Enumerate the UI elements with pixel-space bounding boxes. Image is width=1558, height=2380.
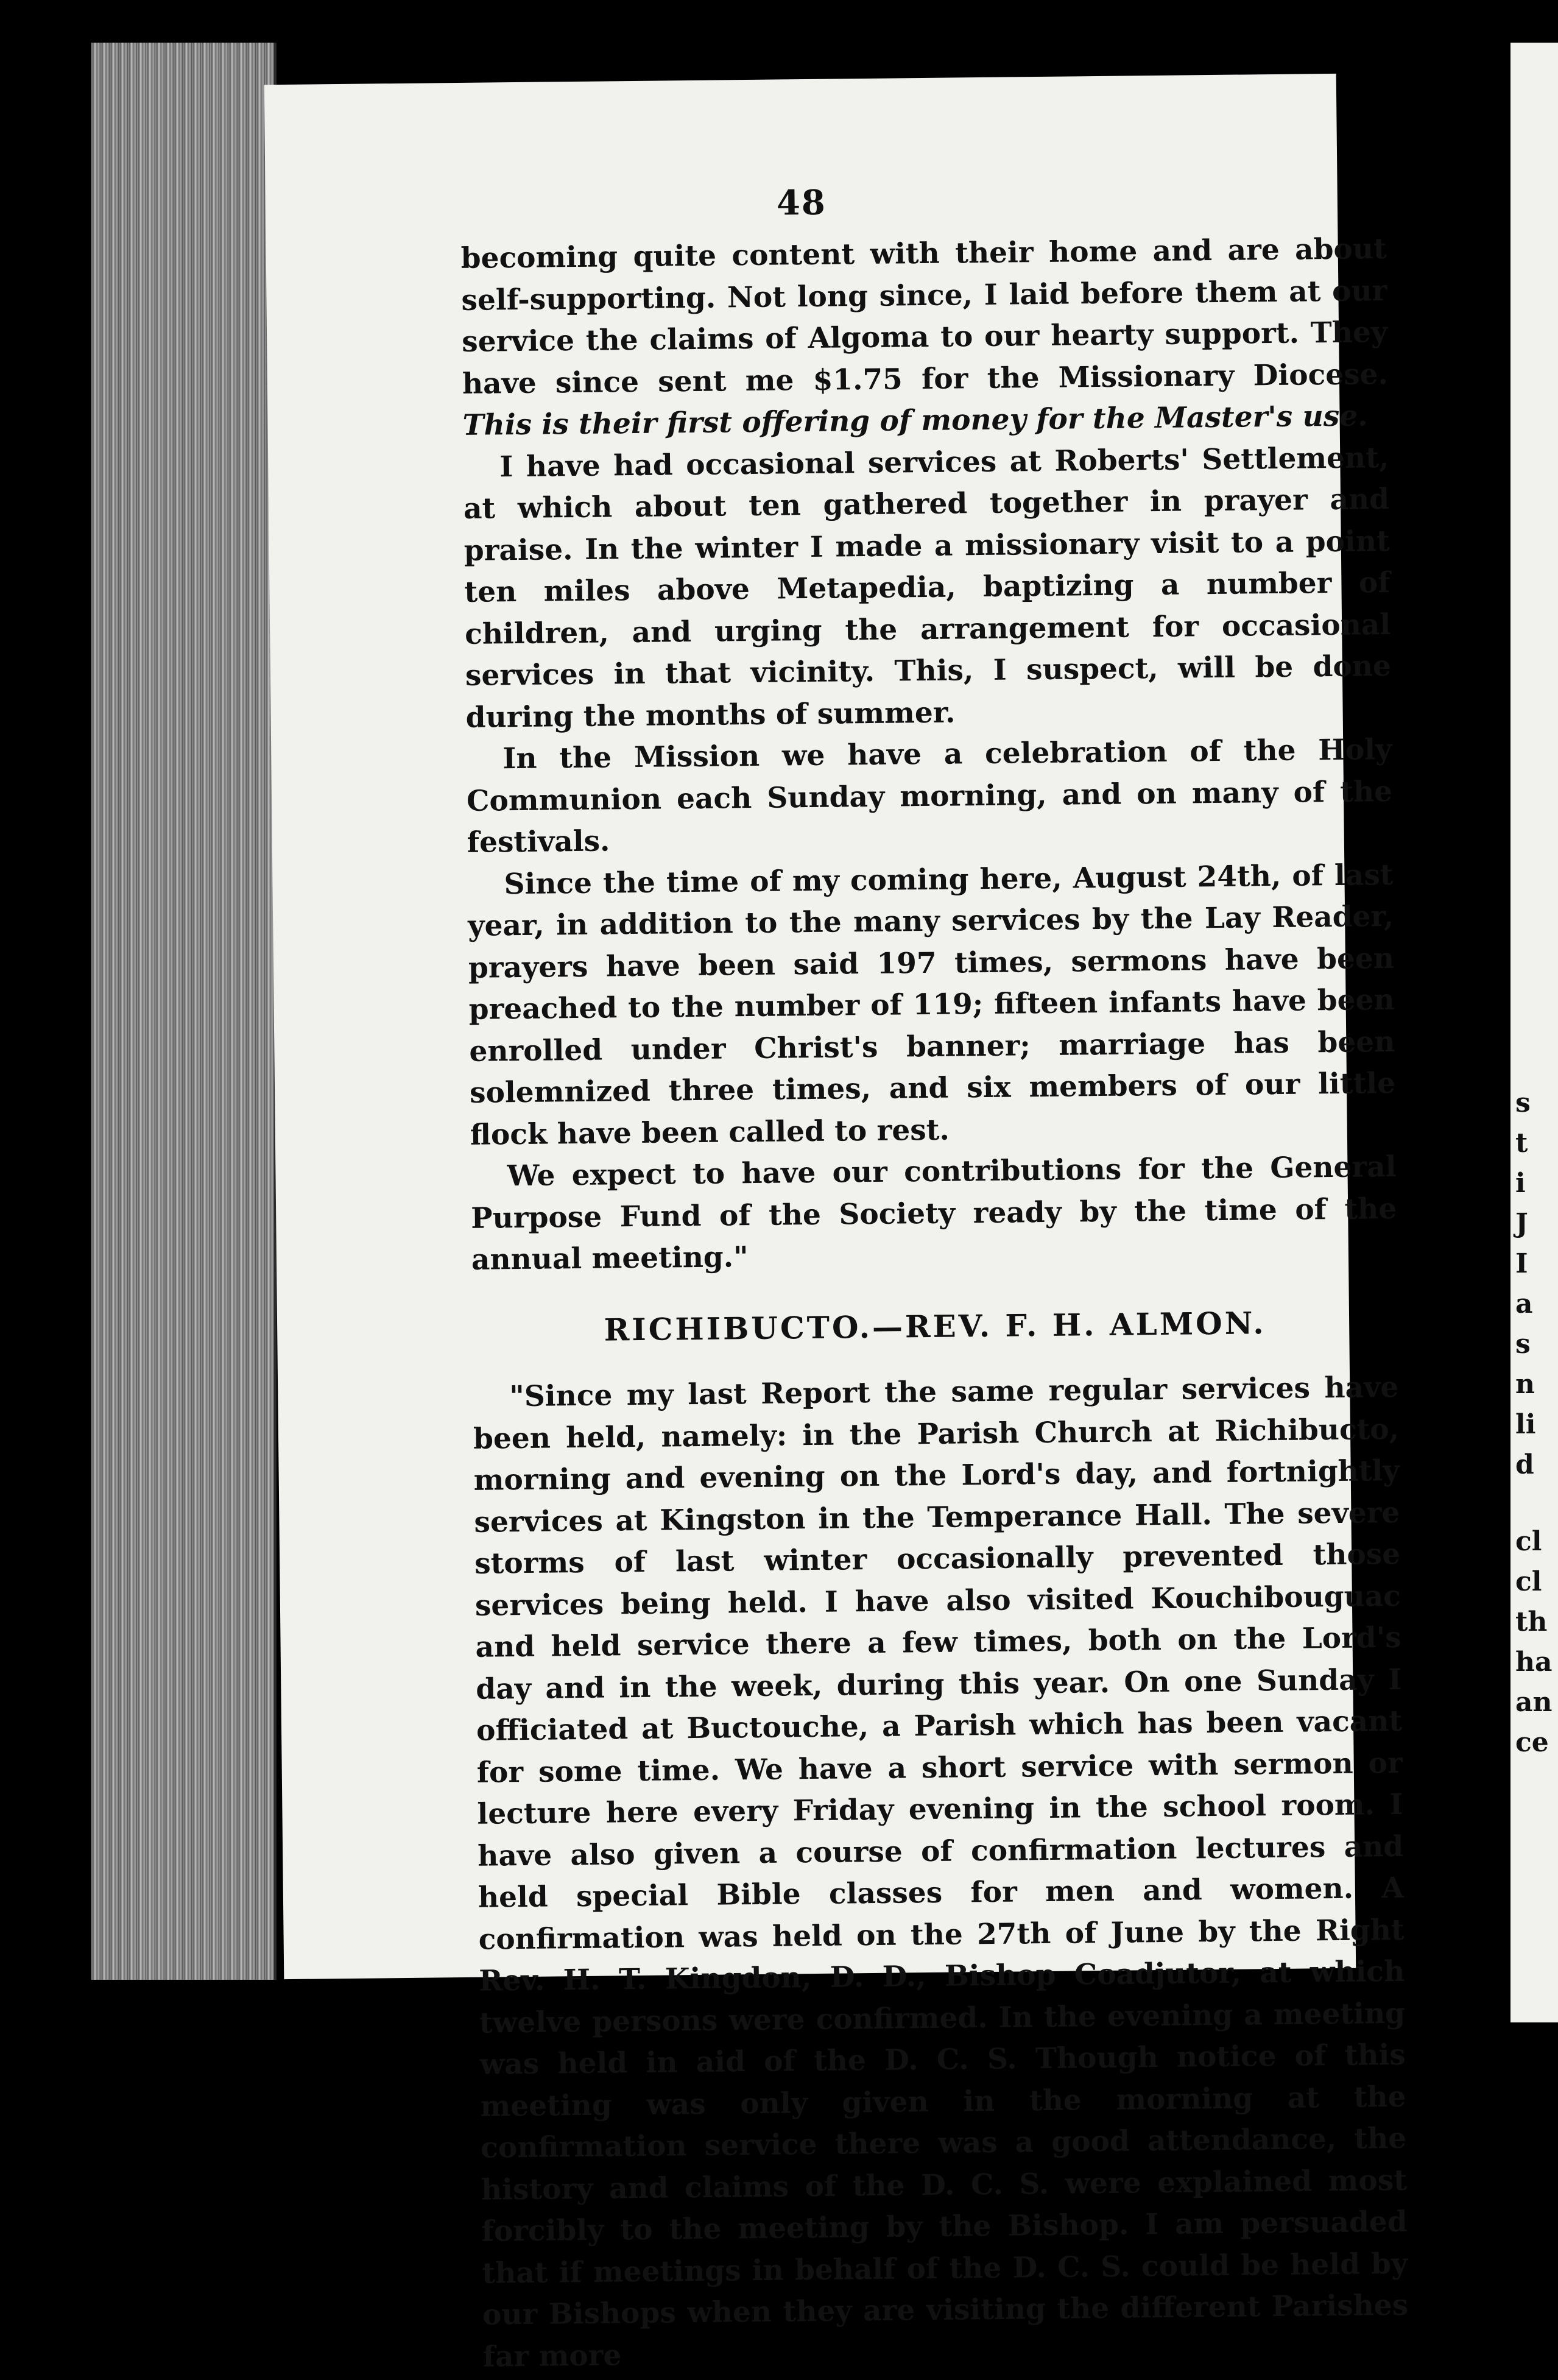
facing-page-fragment: an: [1515, 1687, 1553, 1718]
facing-page-fragment: t: [1515, 1128, 1528, 1159]
paragraph-1-text: becoming quite content with their home and are about self-supporting. Not long since, I laid before them at our service the claims of Algoma to our hearty support. They have since sent me $1.75 for the Missionary Diocese.: [460, 232, 1389, 401]
facing-page-fragment: cl: [1515, 1526, 1542, 1557]
facing-page-fragment: a: [1515, 1288, 1533, 1319]
page-number: 48: [776, 182, 827, 224]
facing-page-fragment: li: [1515, 1409, 1536, 1440]
facing-page-fragment: I: [1515, 1248, 1528, 1279]
facing-page-fragment: s: [1515, 1087, 1531, 1118]
facing-page-fragment: i: [1515, 1168, 1526, 1199]
book-page: [264, 74, 1409, 2374]
facing-page-fragment: ha: [1515, 1647, 1553, 1678]
section-heading: RICHIBUCTO.—REV. F. H. ALMON.: [604, 1304, 1266, 1348]
facing-page-fragment: n: [1515, 1369, 1535, 1400]
facing-page-edge: [1510, 43, 1558, 2022]
page-body: [460, 228, 1409, 2378]
facing-page-fragment: d: [1515, 1449, 1534, 1480]
facing-page-fragment: J: [1515, 1208, 1528, 1239]
paragraph-4: Since the time of my coming here, August 24th, of last year, in addition to the many services by the Lay Reader, prayers have been said 197 times, sermons have been preached to the number of 119; fifteen infants have been enrolled under Christ's banner; marriage has been solemnized three times, and six members of our little flock have been called to rest.: [467, 858, 1396, 1152]
facing-page-fragment: cl: [1515, 1566, 1542, 1597]
section-paragraph: "Since my last Report the same regular services have been held, namely: in the Parish Church at Richibucto, morning and evening on the Lord's day, and fortnightly services at Kingston in the Temperance Hall. The severe storms of last winter occasionally prevented those services being held. I have also visited Kouchibouguac and held service there a few times, both on the Lord's day and in the week, during this year. On one Sunday I officiated at Buctouche, a Parish which has been vacant for some time. We have a short service with sermon or lecture here every Friday evening in the school room. I have also given a course of confirmation lectures and held special Bible classes for men and women. A confirmation was held on the 27th of June by the Right Rev. H. T. Kingdon, D. D., Bishop Coadjutor, at which twelve persons were confirmed. In the evening a meeting was held in aid of the D. C. S. Though notice of this meeting was only given in the morning at the confirmation service there was a good attendance, the history and claims of the D. C. S. were explained most forcibly to the meeting by the Bishop. I am persuaded that if meetings in behalf of the D. C. S. could be held by our Bishops when they are visiting the different Parishes far more: [473, 1370, 1409, 2374]
paragraph-1-emphasis: This is their first offering of money for the Master's use.: [462, 399, 1368, 442]
facing-page-fragment: ce: [1515, 1727, 1549, 1758]
facing-page-fragment: s: [1515, 1329, 1531, 1360]
facing-page-fragment: th: [1515, 1606, 1548, 1637]
book-page-edges: [91, 43, 277, 1980]
paragraph-1: [460, 228, 1389, 447]
paragraph-5: We expect to have our contributions for the General Purpose Fund of the Society ready by the time of the annual meeting.": [470, 1149, 1397, 1277]
paragraph-3: In the Mission we have a celebration of the Holy Communion each Sunday morning, and on many of the festivals.: [466, 732, 1393, 860]
paragraph-2: I have had occasional services at Roberts' Settlement, at which about ten gathered together in prayer and praise. In the winter I made a missionary visit to a point ten miles above Metapedia, baptizing a number of children, and urging the arrangement for occasional services in that vicinity. This, I suspect, will be done during the months of summer.: [463, 440, 1392, 735]
